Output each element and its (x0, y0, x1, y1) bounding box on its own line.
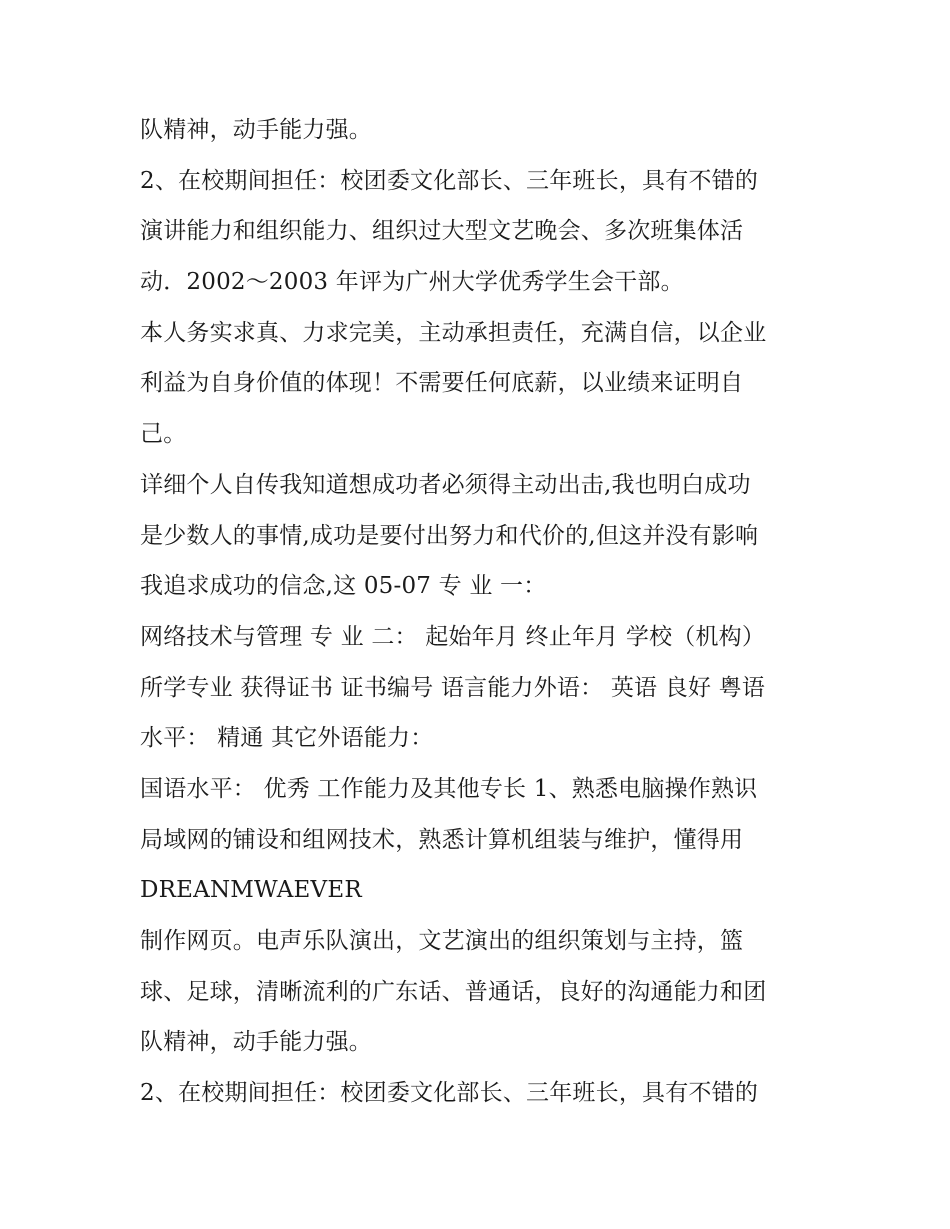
text-line: 2、在校期间担任：校团委文化部长、三年班长，具有不错的 (140, 167, 759, 194)
text-line: 国语水平： 优秀 工作能力及其他专长 1、熟悉电脑操作熟识 (140, 775, 758, 802)
document-body (140, 105, 820, 1119)
text-line: 所学专业 获得证书 证书编号 语言能力外语： 英语 良好 粤语 (140, 674, 766, 701)
text-line: 是少数人的事情,成功是要付出努力和代价的,但这并没有影响 (140, 522, 759, 549)
text-line: 己。 (140, 421, 187, 448)
text-line: 利益为自身价值的体现！不需要任何底薪，以业绩来证明自 (140, 370, 744, 397)
text-line: 动．2002～2003 年评为广州大学优秀学生会干部。 (140, 269, 684, 296)
text-line: 水平： 精通 其它外语能力： (140, 725, 434, 752)
text-line: 队精神，动手能力强。 (140, 117, 372, 143)
text-line: 制作网页。电声乐队演出，文艺演出的组织策划与主持，篮 (140, 928, 744, 954)
text-line: 2、在校期间担任：校团委文化部长、三年班长，具有不错的 (140, 1080, 759, 1107)
text-line: 局域网的铺设和组网技术，熟悉计算机组装与维护，懂得用 (140, 826, 744, 853)
text-line: 演讲能力和组织能力、组织过大型文艺晚会、多次班集体活 (140, 218, 744, 245)
text-line: 我追求成功的信念,这 05-07 专 业 一： (140, 573, 547, 600)
text-line: 详细个人自传我知道想成功者必须得主动出击,我也明白成功 (140, 471, 751, 498)
text-line: DREANMWAEVER (140, 877, 362, 904)
text-line: 球、足球，清晰流利的广东话、普通话，良好的沟通能力和团 (140, 978, 767, 1005)
text-line: 网络技术与管理 专 业 二： 起始年月 终止年月 学校（机构） (140, 623, 766, 650)
text-line: 队精神，动手能力强。 (140, 1029, 372, 1056)
text-line: 本人务实求真、力求完美，主动承担责任，充满自信，以企业 (140, 319, 767, 346)
